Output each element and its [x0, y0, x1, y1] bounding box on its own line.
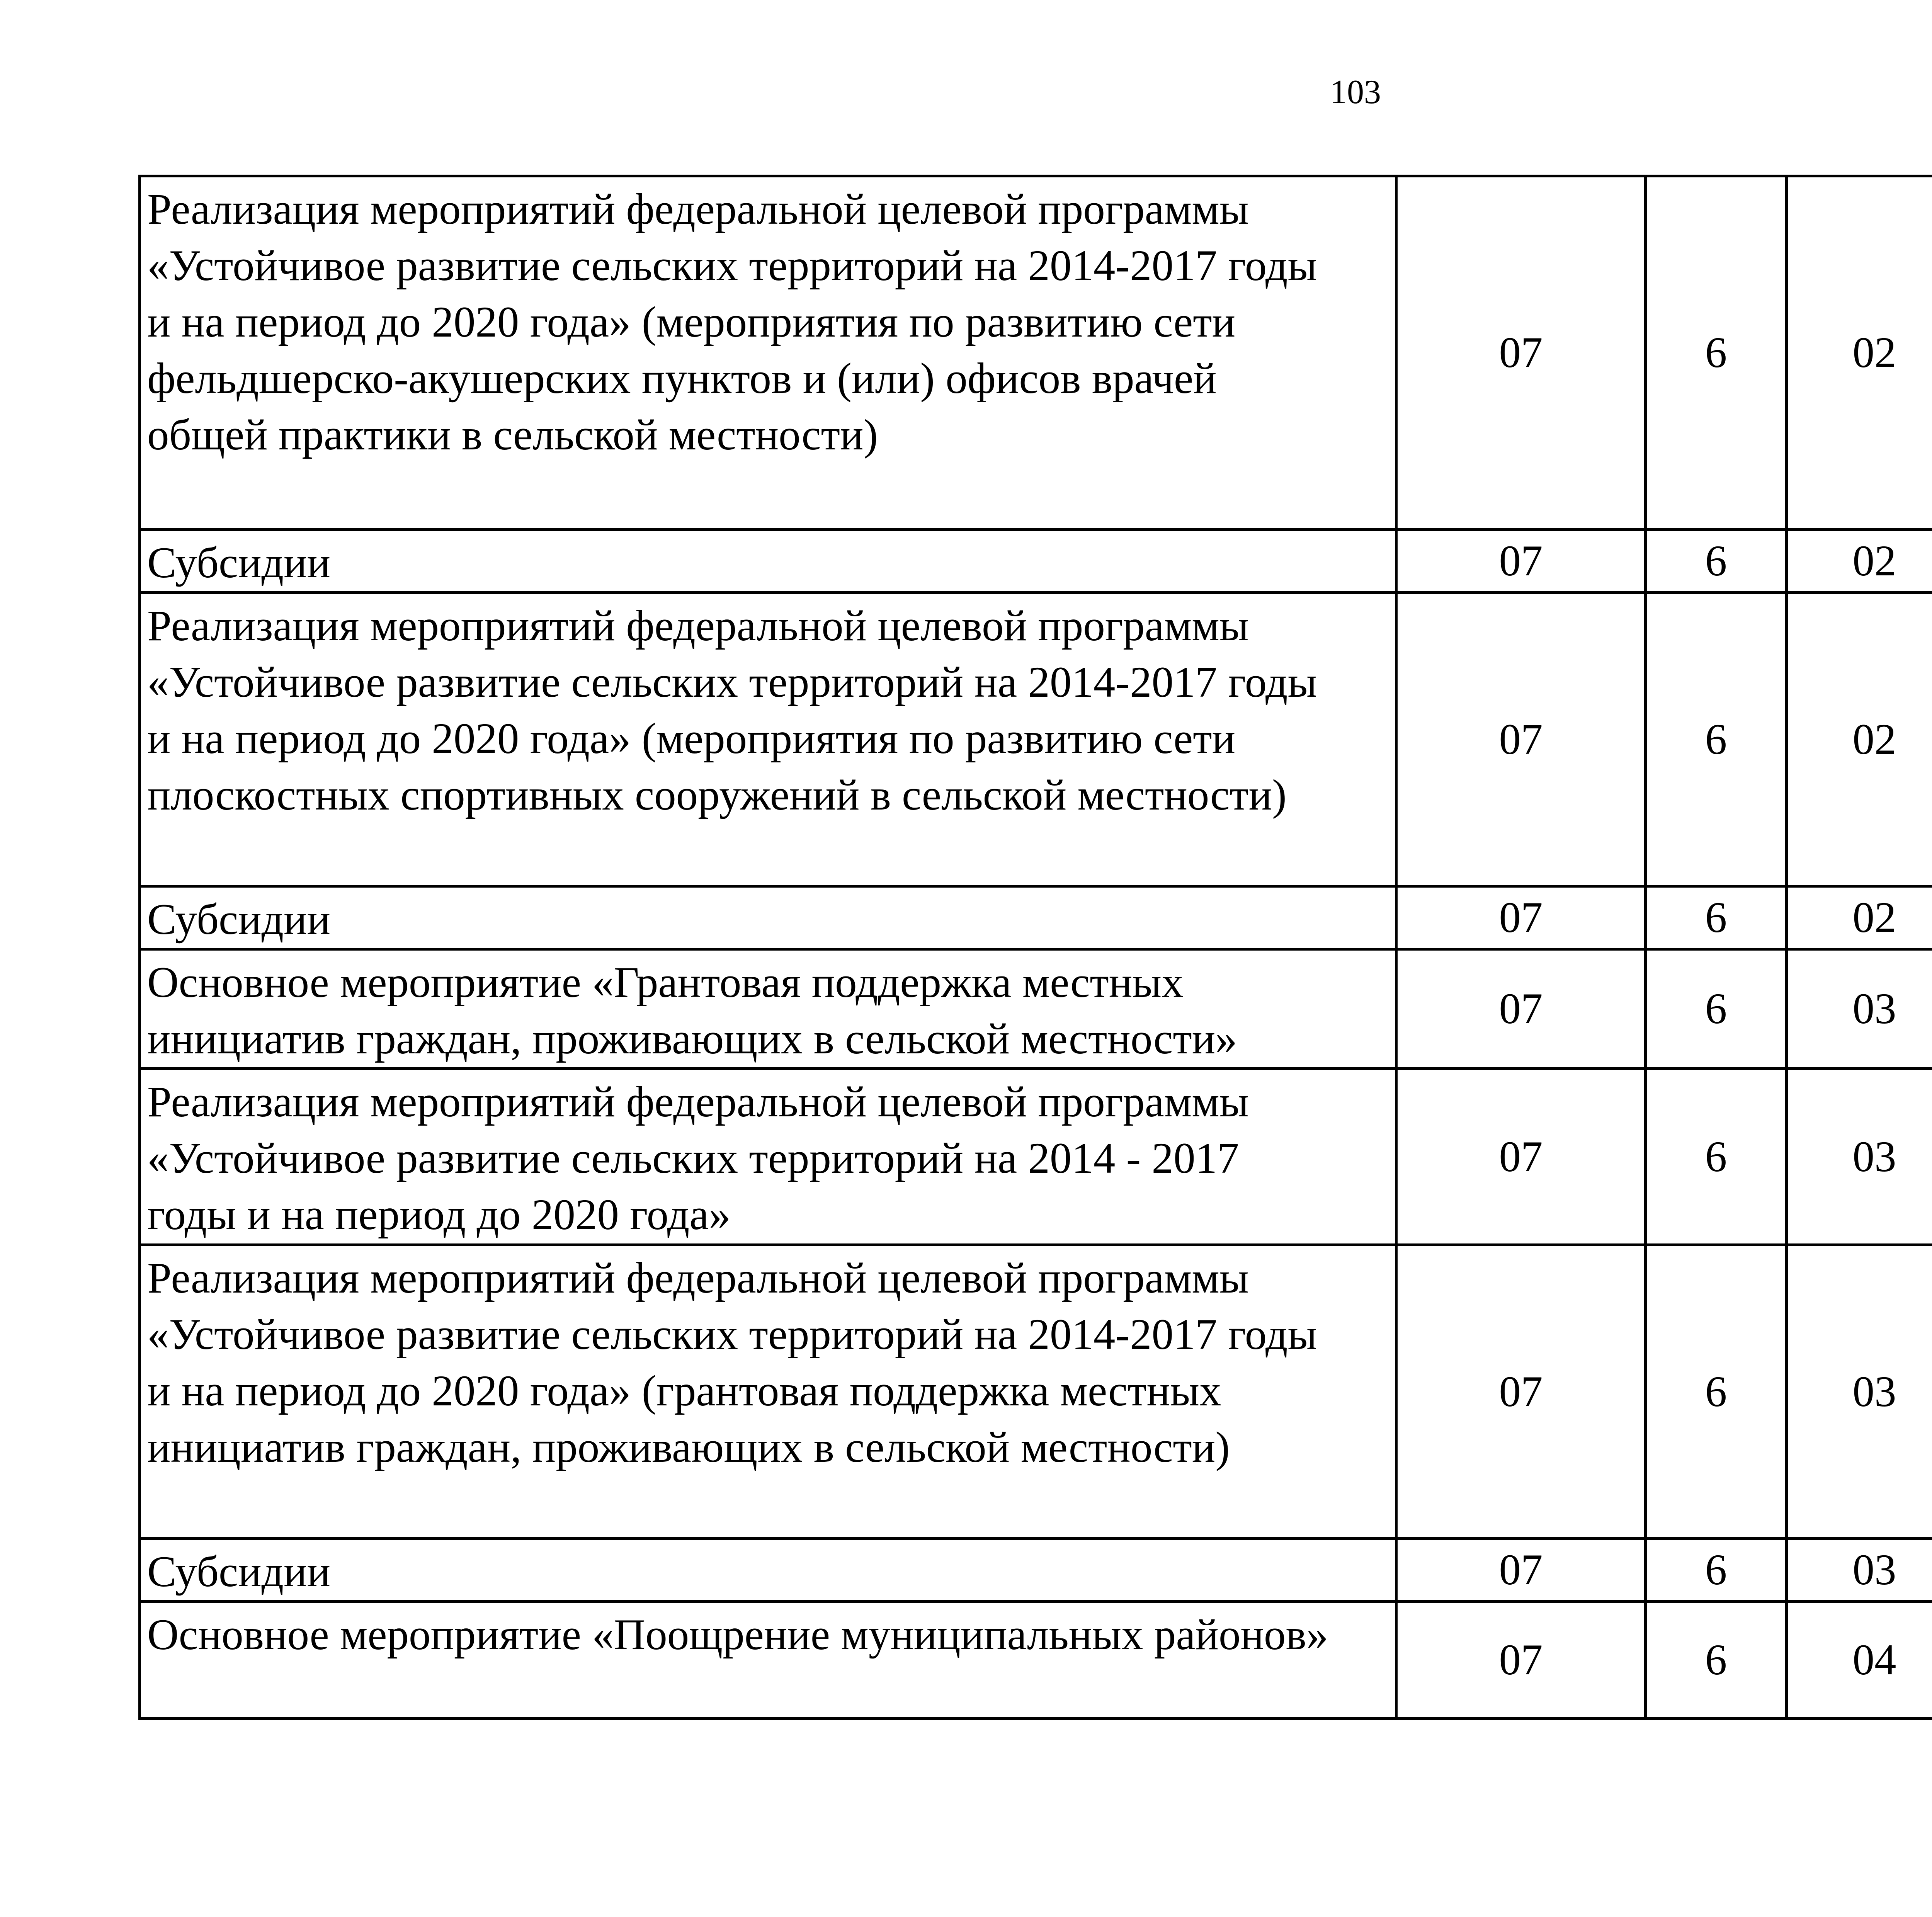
table-row	[140, 530, 1932, 593]
description-line: плоскостных спортивных сооружений в сельской местности)	[147, 771, 1287, 819]
description-cell	[140, 949, 1396, 1069]
description-line: Основное мероприятие «Грантовая поддержка местных	[147, 958, 1184, 1007]
description-line: и на период до 2020 года» (мероприятия по развитию сети	[147, 298, 1236, 346]
program-code-cell: 6	[1646, 886, 1787, 949]
page-number: 103	[1330, 73, 1381, 111]
description-line: инициатив граждан, проживающих в сельской местности»	[147, 1015, 1237, 1063]
table-row	[140, 886, 1932, 949]
description-line: инициатив граждан, проживающих в сельской местности)	[147, 1423, 1230, 1471]
program-code-cell: 6	[1646, 1602, 1787, 1719]
description-cell	[140, 1069, 1396, 1245]
description-line: Реализация мероприятий федеральной целевой программы	[147, 1078, 1249, 1126]
section-code-cell: 07	[1396, 1245, 1646, 1539]
description-cell	[140, 886, 1396, 949]
description-line: Основное мероприятие «Поощрение муниципальных районов»	[147, 1611, 1328, 1659]
section-code-cell: 07	[1396, 530, 1646, 593]
subprogram-code-cell: 03	[1787, 949, 1932, 1069]
subprogram-code-cell: 03	[1787, 1069, 1932, 1245]
subprogram-code-cell: 02	[1787, 593, 1932, 886]
program-code-cell: 6	[1646, 530, 1787, 593]
program-code-cell: 6	[1646, 949, 1787, 1069]
description-line: Субсидии	[147, 539, 331, 587]
subprogram-code-cell: 02	[1787, 530, 1932, 593]
subprogram-code-cell: 02	[1787, 886, 1932, 949]
table-row	[140, 1539, 1932, 1602]
section-code-cell: 07	[1396, 949, 1646, 1069]
description-cell	[140, 1245, 1396, 1539]
table-row	[140, 1602, 1932, 1719]
description-line: и на период до 2020 года» (грантовая поддержка местных	[147, 1367, 1221, 1415]
budget-table	[138, 175, 1932, 1720]
table-row	[140, 949, 1932, 1069]
section-code-cell: 07	[1396, 1539, 1646, 1602]
description-line: «Устойчивое развитие сельских территорий на 2014 - 2017	[147, 1134, 1239, 1182]
description-line: «Устойчивое развитие сельских территорий на 2014-2017 годы	[147, 1310, 1317, 1359]
subprogram-code-cell: 02	[1787, 176, 1932, 530]
description-line: Реализация мероприятий федеральной целевой программы	[147, 185, 1249, 233]
description-cell	[140, 1539, 1396, 1602]
description-line: Субсидии	[147, 1548, 331, 1596]
subprogram-code-cell: 03	[1787, 1539, 1932, 1602]
program-code-cell: 6	[1646, 593, 1787, 886]
program-code-cell: 6	[1646, 1539, 1787, 1602]
table-row	[140, 176, 1932, 530]
description-cell	[140, 593, 1396, 886]
table-row	[140, 1069, 1932, 1245]
subprogram-code-cell: 04	[1787, 1602, 1932, 1719]
subprogram-code-cell: 03	[1787, 1245, 1932, 1539]
description-cell	[140, 176, 1396, 530]
table-row	[140, 1245, 1932, 1539]
description-cell	[140, 530, 1396, 593]
description-line: «Устойчивое развитие сельских территорий на 2014-2017 годы	[147, 242, 1317, 290]
description-line: годы и на период до 2020 года»	[147, 1191, 731, 1239]
description-line: Субсидии	[147, 895, 331, 944]
section-code-cell: 07	[1396, 593, 1646, 886]
program-code-cell: 6	[1646, 1069, 1787, 1245]
description-line: и на период до 2020 года» (мероприятия по развитию сети	[147, 714, 1236, 763]
section-code-cell: 07	[1396, 176, 1646, 530]
description-line: Реализация мероприятий федеральной целевой программы	[147, 1254, 1249, 1302]
description-line: общей практики в сельской местности)	[147, 411, 878, 459]
section-code-cell: 07	[1396, 886, 1646, 949]
description-cell	[140, 1602, 1396, 1719]
program-code-cell: 6	[1646, 176, 1787, 530]
section-code-cell: 07	[1396, 1069, 1646, 1245]
description-line: фельдшерско-акушерских пунктов и (или) офисов врачей	[147, 354, 1217, 403]
program-code-cell: 6	[1646, 1245, 1787, 1539]
description-line: Реализация мероприятий федеральной целевой программы	[147, 602, 1249, 650]
section-code-cell: 07	[1396, 1602, 1646, 1719]
table-row	[140, 593, 1932, 886]
description-line: «Устойчивое развитие сельских территорий на 2014-2017 годы	[147, 658, 1317, 706]
